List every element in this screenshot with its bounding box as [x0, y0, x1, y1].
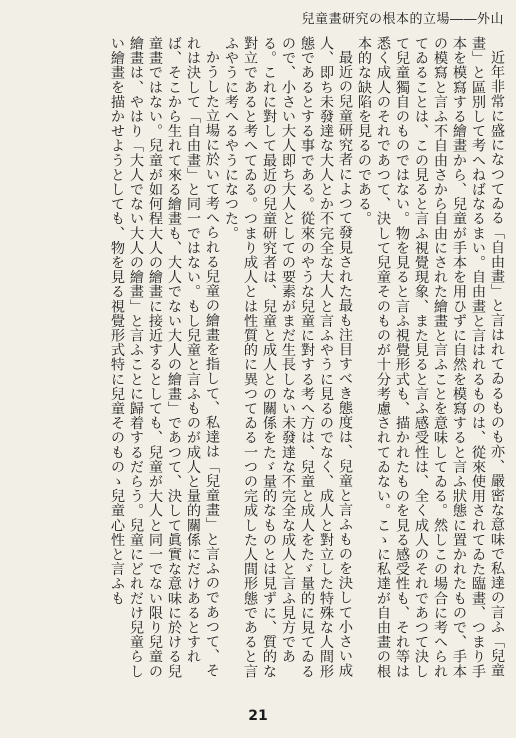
- running-header-title: 兒童畫研究の根本的立場――外山: [301, 12, 504, 27]
- body-text: [10, 36, 506, 684]
- running-header: [12, 8, 504, 30]
- paragraph: かうした立場に於いて考へられる兒童の繪畫を指して、私達は「兒童畫」と言ふのであつて、それは決して「自由畫」と同一ではない。もし兒童と言ふものが成人と量的關係にだけあるとすれば、そこから生れて來る繪畫も、大人でない大人の繪畫」であつて、決して眞實な意味に於ける兒童畫ではない。兒童が如何程大人の繪畫に接近するとしても、兒童が大人と同一でない限り兒童の繪畫は、やはり「大人でない大人の繪畫」と言ふことに歸着するだらう。兒童にどれだけ兒童らしい繪畫を描かせようとしても、物を見る視覺形式特に兒童そのものゝ兒童心性と言ふも: [109, 36, 220, 679]
- paragraph: 最近の兒童研究者によつて發見された最も注目すべき態度は、兒童と言ふものを決して小さい成人、即ち未發達な大人とか不完全な大人と言ふやうに見るのでなく、成人と對立した特殊な人間形態であるとする事である。從來のやうな兒童に對する考へ方は、兒童と成人をたゞ量的に見てゐるので、小さい大人即ち大人としての要素がまだ生長しない未發達な不完全な成人と言ふ見方である。これに對して最近の兒童研究者は、兒童と成人との關係をたゞ量的なものとは見ずに、質的な對立であると考へてゐる。つまり成人とは性質的に異つてゐる一つの完成した人間形態であると言ふやうに考へるやうになつた。: [223, 36, 353, 679]
- page-number: 21: [248, 708, 268, 724]
- paragraph: 近年非常に盛になつてゐる「自由畫」と言はれてゐるものも亦、嚴密な意味で私達の言ふ「兒童畫」と區別して考へねばなるまい。自由畫と言はれるものは、從來使用されてゐた臨畫、つまり手本を模寫する繪畫から、兒童が手本を用ひずに自然を模寫すると言ふ狀態に置かれたもので、手本の模寫と言ふ不自由さから自由にされた繪畫と言ふことを意味してゐる。然しこの場合に考へられてゐることは、この見ると言ふ視覺現象、また見ると言ふ感受性は、全く成人のそれであつて決して兒童獨自のものではない。物を見ると言ふ視覺形式も、描かれたものを見る感受性も、それ等は悉く成人のそれであつて、決して兒童そのものが十分考慮されてゐない。こゝに私達が自由畫の根本的な缺陷を見るのである。: [356, 36, 505, 679]
- vertical-text-column: [10, 36, 506, 684]
